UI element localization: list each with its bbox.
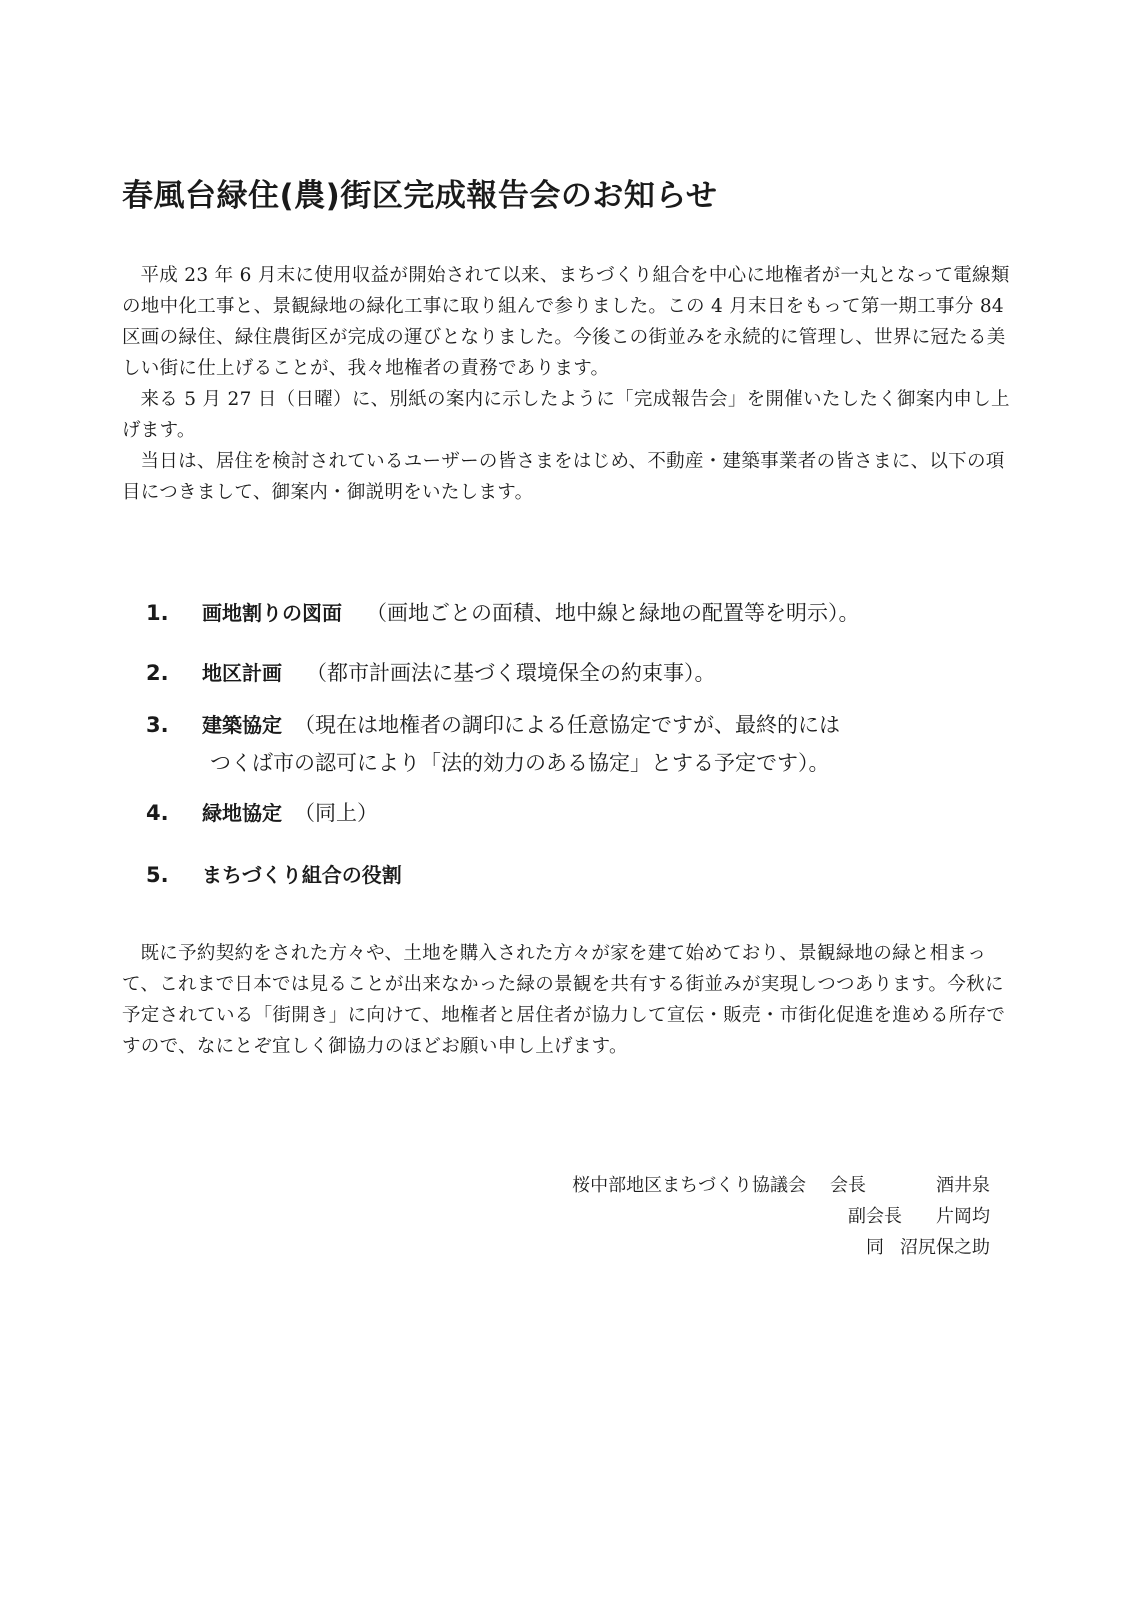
agenda-item-note: （同上）: [294, 801, 378, 825]
agenda-item-label: 地区計画: [202, 661, 282, 685]
signer-role: 同: [866, 1237, 884, 1258]
agenda-item: [146, 856, 1006, 894]
intro-section: [122, 260, 1014, 508]
agenda-item-note: （画地ごとの面積、地中線と緑地の配置等を明示）。: [366, 601, 860, 625]
agenda-item-label: 緑地協定: [202, 801, 282, 825]
agenda-item: [146, 654, 1006, 692]
signer-role: 副会長: [848, 1206, 902, 1227]
agenda-item-number: 3.: [146, 713, 169, 737]
signature-line: [572, 1232, 990, 1263]
agenda-item-number: 1.: [146, 601, 169, 625]
signer-name: 酒井泉: [936, 1175, 990, 1196]
agenda-item-note: （都市計画法に基づく環境保全の約束事）。: [306, 661, 716, 685]
organization-name: 桜中部地区まちづくり協議会: [572, 1175, 806, 1196]
signer-name: 沼尻保之助: [900, 1237, 990, 1258]
signer-name: 片岡均: [936, 1206, 990, 1227]
agenda-item: [146, 594, 1006, 632]
closing-section: [122, 938, 1014, 1062]
agenda-item-number: 4.: [146, 801, 169, 825]
document-title: 春風台緑住(農)街区完成報告会のお知らせ: [122, 178, 718, 214]
agenda-item-label: まちづくり組合の役割: [202, 863, 402, 887]
signature-block: [572, 1170, 990, 1263]
agenda-item: [146, 706, 1006, 782]
agenda-item-note-continued: つくば市の認可により「法的効力のある協定」とする予定です）。: [210, 751, 830, 775]
signature-line: [572, 1201, 990, 1232]
intro-paragraph: 平成 23 年 6 月末に使用収益が開始されて以来、まちづくり組合を中心に地権者が一丸となって電線類の地中化工事と、景観緑地の緑化工事に取り組んで参りました。この 4 月末日をもって第一期工事分 84 区画の緑住、緑住農街区が完成の運びとなりました。今後この街並みを永続的に管理し、世界に冠たる美しい街に仕上げることが、我々地権者の責務であります。: [122, 265, 1010, 379]
closing-paragraph: 既に予約契約をされた方々や、土地を購入された方々が家を建て始めており、景観緑地の緑と相まって、これまで日本では見ることが出来なかった緑の景観を共有する街並みが実現しつつあります。今秋に予定されている「街開き」に向けて、地権者と居住者が協力して宣伝・販売・市街化促進を進める所存ですので、なにとぞ宜しく御協力のほどお願い申し上げます。: [122, 943, 1006, 1057]
agenda-list: [146, 594, 1006, 894]
intro-paragraph: 当日は、居住を検討されているユーザーの皆さまをはじめ、不動産・建築事業者の皆さまに、以下の項目につきまして、御案内・御説明をいたします。: [122, 451, 1005, 503]
agenda-item-number: 2.: [146, 661, 169, 685]
intro-paragraph: 来る 5 月 27 日（日曜）に、別紙の案内に示したように「完成報告会」を開催いたしたく御案内申し上げます。: [122, 389, 1010, 441]
agenda-item-note: （現在は地権者の調印による任意協定ですが、最終的には: [294, 713, 840, 737]
agenda-item-label: 建築協定: [202, 713, 282, 737]
agenda-item: [146, 794, 1006, 832]
signature-line: [572, 1170, 990, 1201]
agenda-item-label: 画地割りの図面: [202, 601, 342, 625]
signer-role: 会長: [830, 1175, 866, 1196]
agenda-item-number: 5.: [146, 863, 169, 887]
